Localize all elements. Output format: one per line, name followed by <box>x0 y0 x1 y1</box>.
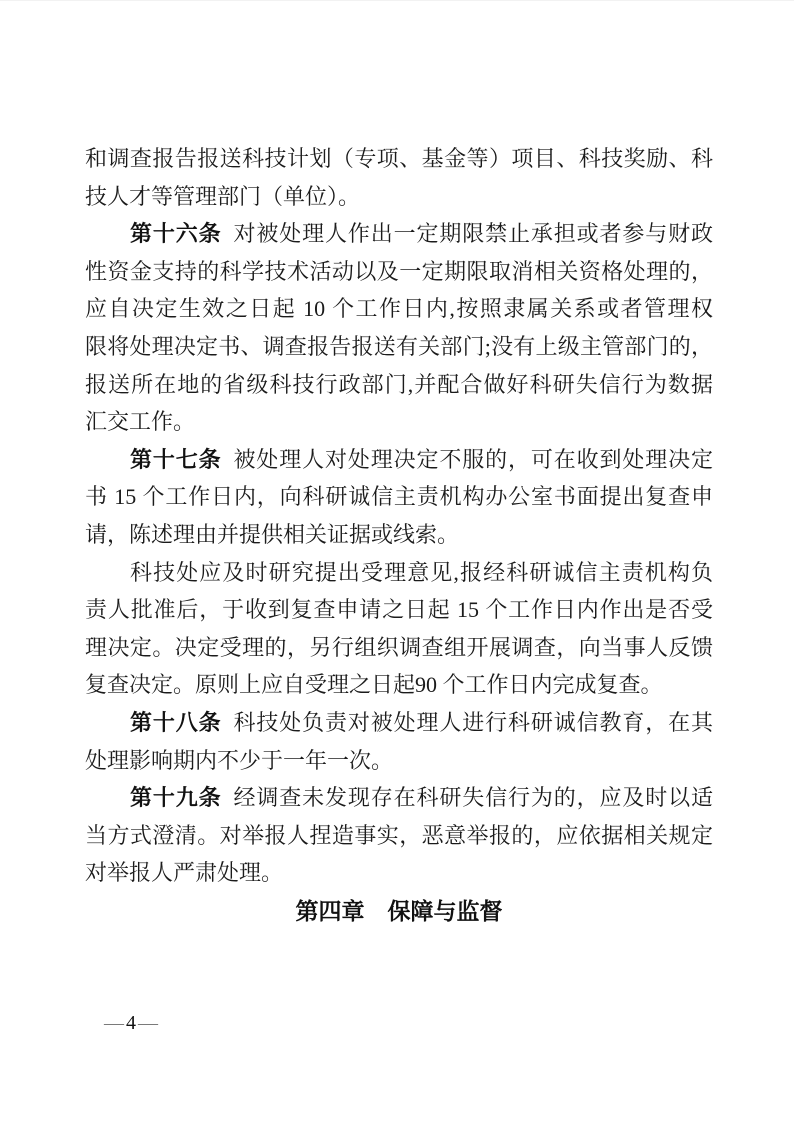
document-line <box>85 704 713 742</box>
line-text: 科技处应及时研究提出受理意见,报经科研诚信主责机构负 <box>130 559 713 585</box>
line-text: 和调查报告报送科技计划（专项、基金等）项目、科技奖励、科 <box>85 146 713 171</box>
document-line <box>85 666 713 704</box>
article-number: 第十八条 <box>130 709 222 735</box>
document-line <box>85 178 713 216</box>
line-text: 报送所在地的省级科技行政部门,并配合做好科研失信行为数据 <box>85 371 713 397</box>
line-text: 汇交工作。 <box>85 409 196 435</box>
document-line <box>85 779 713 817</box>
line-text: 应自决定生效之日起 10 个工作日内,按照隶属关系或者管理权 <box>85 296 713 322</box>
document-line <box>85 478 713 516</box>
page-number: 4 <box>126 1012 136 1034</box>
article-number: 第十九条 <box>130 785 222 811</box>
document-line <box>85 629 713 667</box>
document-line <box>85 253 713 291</box>
line-text: 被处理人对处理决定不服的，可在收到处理决定 <box>233 446 713 472</box>
line-text: 请，陈述理由并提供相关证据或线索。 <box>85 521 460 547</box>
document-line <box>85 140 713 178</box>
document-line <box>85 554 713 592</box>
line-text: 技人才等管理部门（单位）。 <box>85 183 361 209</box>
line-text: 复查决定。原则上应自受理之日起90 个工作日内完成复查。 <box>85 672 663 698</box>
line-text: 责人批准后，于收到复查申请之日起 15 个工作日内作出是否受 <box>85 597 713 623</box>
line-text: 书 15 个工作日内，向科研诚信主责机构办公室书面提出复查申 <box>85 484 713 510</box>
line-text: 处理影响期内不少于一年一次。 <box>85 747 394 773</box>
document-line <box>85 441 713 479</box>
document-line <box>85 215 713 253</box>
line-text: 当方式澄清。对举报人捏造事实，恶意举报的，应依据相关规定 <box>85 822 713 848</box>
document-line <box>85 516 713 554</box>
line-text: 理决定。决定受理的，另行组织调查组开展调查，向当事人反馈 <box>85 634 713 660</box>
document-line <box>85 854 713 892</box>
line-text: 对被处理人作出一定期限禁止承担或者参与财政 <box>233 221 713 247</box>
document-line <box>85 742 713 780</box>
document-body <box>85 140 713 892</box>
chapter-heading: 第四章 保障与监督 <box>295 898 503 924</box>
line-text: 限将处理决定书、调查报告报送有关部门;没有上级主管部门的， <box>85 333 713 359</box>
document-line <box>85 403 713 441</box>
footer-dash-right: — <box>138 1012 158 1034</box>
article-number: 第十六条 <box>130 221 222 247</box>
footer-dash-left: — <box>104 1012 124 1034</box>
line-text: 经调查未发现存在科研失信行为的，应及时以适 <box>233 785 713 811</box>
line-text: 对举报人严肃处理。 <box>85 860 284 886</box>
article-number: 第十七条 <box>130 446 222 472</box>
line-text: 科技处负责对被处理人进行科研诚信教育，在其 <box>233 709 713 735</box>
document-line <box>85 817 713 855</box>
document-line <box>85 328 713 366</box>
line-text: 性资金支持的科学技术活动以及一定期限取消相关资格处理的， <box>85 258 713 284</box>
page-footer <box>104 1007 158 1039</box>
document-line <box>85 290 713 328</box>
document-line <box>85 591 713 629</box>
document-line <box>85 366 713 404</box>
